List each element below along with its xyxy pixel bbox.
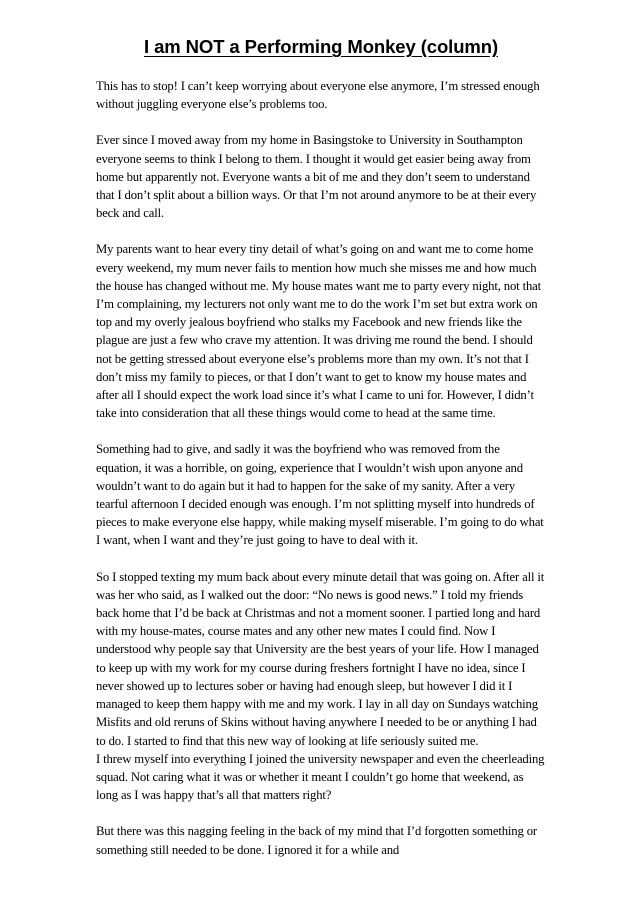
paragraph-4: Something had to give, and sadly it was the boyfriend who was removed from the equation, it was a horrible, on going, experience that I wouldn’t wish upon anyone and wouldn’t want to do again but it had to happen for the sake of my sanity. After a very tearful afternoon I decided enough was enough. I’m not splitting myself into hundreds of pieces to make everyone else happy, while making myself miserable. I’m going to do what I want, when I want and they’re just going to have to deal with it. bbox=[96, 442, 544, 548]
document-body bbox=[96, 77, 546, 859]
document-title: I am NOT a Performing Monkey (column) bbox=[143, 36, 498, 57]
paragraph-2: Ever since I moved away from my home in Basingstoke to University in Southampton everyone seems to think I belong to them. I thought it would get easier being away from home but apparently not. Everyone wants a bit of me and they don’t seem to understand that I don’t split about a billion ways. Or that I’m not around anymore to be at their every beck and call. bbox=[96, 133, 537, 221]
paragraph-1: This has to stop! I can’t keep worrying about everyone else anymore, I’m stressed enough without juggling everyone else’s problems too. bbox=[96, 79, 540, 112]
paragraph-6: I threw myself into everything I joined the university newspaper and even the cheerleading squad. Not caring what it was or whether it meant I couldn’t go home that weekend, as long as I was happy that’s all that matters right? bbox=[96, 751, 545, 803]
paragraph-3: My parents want to hear every tiny detail of what’s going on and want me to come home every weekend, my mum never fails to mention how much she misses me and how much the house has changed without me. My house mates want me to party every night, not that I’m complaining, my lecturers not only want me to do the work I’m set but extra work on top and my overly jealous boyfriend who stalks my Facebook and new friends like the plague are just a few who crave my attention. It was driving me round the bend. I should not be getting stressed about everyone else’s problems more than my own. It’s not that I don’t miss my family to pieces, or that I don’t want to get to know my house mates and after all I should expect the work load since it’s what I came to uni for. However, I didn’t take into consideration that all these things would come to head at the same time. bbox=[96, 242, 542, 421]
paragraph-5: So I stopped texting my mum back about every minute detail that was going on. After all it was her who said, as I walked out the door: “No news is good news.” I told my friends back home that I’d be back at Christmas and not a moment sooner. I partied long and hard with my house-mates, course mates and any other new mates I could find. Now I understood why people say that University are the best years of your life. How I managed to keep up with my work for my course during freshers fortnight I have no idea, since I never showed up to lectures sober or having had enough sleep, but however I did it I managed to keep them happy with me and my work. I lay in all day on Sundays watching Misfits and old reruns of Skins without having anywhere I needed to be or anything I had to do. I started to find that this new way of looking at life seriously suited me. bbox=[96, 569, 545, 748]
paragraph-7: But there was this nagging feeling in the back of my mind that I’d forgotten something or something still needed to be done. I ignored it for a while and bbox=[96, 824, 537, 857]
